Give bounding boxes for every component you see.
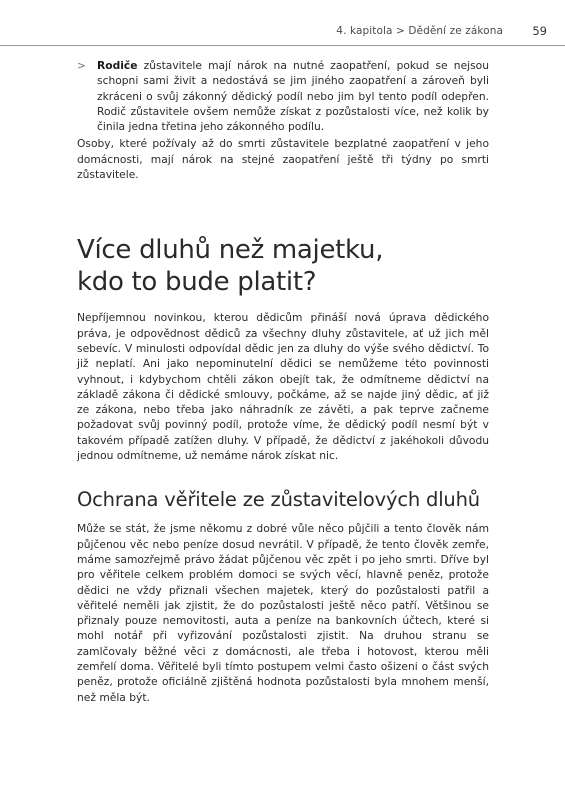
- paragraph-creditor-protection: Může se stát, že jsme někomu z dobré vůle něco půjčili a tento člověk nám půjčenou věc nebo peníze dosud nevrátil. V případě, že tento člověk zemře, máme samozřejmě právo žádat půjčenou věc zpět i po jeho smrti. Dříve byl pro věřitele celkem problém domoci se svých věcí, hlavně peněz, protože dědici ne vždy přiznali všechen majetek, který do pozůstalosti patřil a věřitelé neměli jak zjistit, že do pozůstalosti ještě něco patří. Většinou se přiznaly pouze nemovitosti, auta a peníze na bankovních účtech, které si mohl notář při vyřizování pozůstalosti zjistit. Na druhou stranu se zamlčovaly běžné věci z domácnosti, ale třeba i hotovost, kterou měli zemřelí doma. Věřitelé byli tímto postupem velmi často ošizeni o část svých peněz, protože oficiálně zjištěná hodnota pozůstalosti byla mnohem menší, než měla být.: [77, 522, 489, 704]
- page-number: 59: [532, 24, 547, 38]
- section-title-line-2: kdo to bude platit?: [77, 267, 317, 298]
- bullet-marker: >: [77, 59, 86, 72]
- bullet-item-parents: [77, 58, 489, 134]
- section-title-line-1: Více dluhů než majetku,: [77, 235, 384, 266]
- page-content: [77, 58, 489, 705]
- bullet-text: zůstavitele mají nárok na nutné zaopatření, pokud se nejsou schopni sami živit a nedostává se jim jiného zaopatření a zároveň byli zkráceni o svůj zákonný dědický podíl nebo jim byl tento podíl odepřen. Rodič zůstavitele ovšem nemůže získat z pozůstalosti více, než kolik by činila jedna třetina jeho zákonného podílu.: [97, 59, 489, 134]
- section-title: [77, 234, 489, 298]
- header-rule: [0, 45, 565, 46]
- paragraph-household-support: Osoby, které požívaly až do smrti zůstavitele bezplatné zaopatření v jeho domácnosti, mají nárok na stejné zaopatření ještě tři týdny po smrti zůstavitele.: [77, 137, 489, 182]
- paragraph-debts: Nepříjemnou novinkou, kterou dědicům přináší nová úprava dědického práva, je odpovědnost dědiců za všechny dluhy zůstavitele, ať už jich měl sebevíc. V minulosti odpovídal dědic jen za dluhy do výše svého dědictví. To již neplatí. Ani jako nepominutelní dědici se nemůžeme této povinnosti vyhnout, i kdybychom chtěli zákon obejít tak, že odmítneme dědictví na základě zákona či dědické smlouvy, počkáme, až se najde jiný dědic, ať již ze zákona, nebo třeba jako náhradník ze závěti, a pak teprve začneme požadovat svůj povinný podíl, protože víme, že dědický podíl nesmí být v takovém případě zatížen dluhy. V případě, že dědictví z jakéhokoli důvodu jednou odmítneme, už nemáme nárok získat nic.: [77, 311, 489, 463]
- bullet-term: Rodiče: [97, 59, 138, 72]
- running-title: 4. kapitola > Dědění ze zákona: [336, 25, 503, 37]
- page-header: [0, 18, 565, 46]
- subsection-title: Ochrana věřitele ze zůstavitelových dluhů: [77, 488, 480, 512]
